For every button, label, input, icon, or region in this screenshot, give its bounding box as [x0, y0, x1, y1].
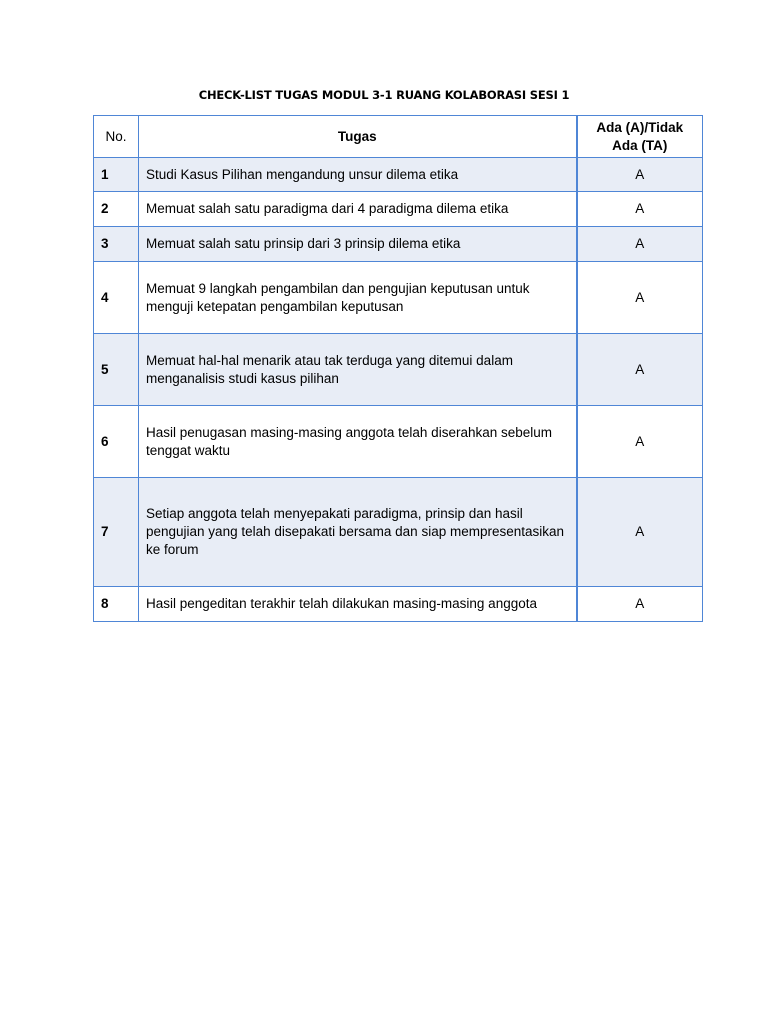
row-number: 6: [94, 406, 139, 478]
row-task: Hasil penugasan masing-masing anggota telah diserahkan sebelum tenggat waktu: [139, 406, 577, 478]
table-header-row: [94, 116, 703, 158]
table-row: [94, 587, 703, 622]
row-number: 5: [94, 334, 139, 406]
row-task: Memuat salah satu prinsip dari 3 prinsip dilema etika: [139, 227, 577, 262]
table-row: [94, 227, 703, 262]
row-task: Memuat salah satu paradigma dari 4 paradigma dilema etika: [139, 192, 577, 227]
row-number: 1: [94, 158, 139, 192]
column-header-status: Ada (A)/Tidak Ada (TA): [577, 116, 703, 158]
row-number: 4: [94, 262, 139, 334]
row-task: Memuat hal-hal menarik atau tak terduga yang ditemui dalam menganalisis studi kasus pilihan: [139, 334, 577, 406]
column-header-task: Tugas: [139, 116, 577, 158]
row-task: Studi Kasus Pilihan mengandung unsur dilema etika: [139, 158, 577, 192]
table-row: [94, 262, 703, 334]
row-number: 7: [94, 478, 139, 587]
table-row: [94, 192, 703, 227]
row-task: Hasil pengeditan terakhir telah dilakukan masing-masing anggota: [139, 587, 577, 622]
checklist-table: [93, 115, 703, 622]
table-row: [94, 478, 703, 587]
row-number: 3: [94, 227, 139, 262]
row-status: A: [577, 262, 703, 334]
page-title: CHECK-LIST TUGAS MODUL 3-1 RUANG KOLABORASI SESI 1: [198, 88, 570, 102]
row-status: A: [577, 406, 703, 478]
row-status: A: [577, 334, 703, 406]
row-task: Setiap anggota telah menyepakati paradigma, prinsip dan hasil pengujian yang telah disepakati bersama dan siap mempresentasikan ke forum: [139, 478, 577, 587]
row-task: Memuat 9 langkah pengambilan dan pengujian keputusan untuk menguji ketepatan pengambilan keputusan: [139, 262, 577, 334]
row-status: A: [577, 478, 703, 587]
table-row: [94, 334, 703, 406]
row-status: A: [577, 587, 703, 622]
table-row: [94, 158, 703, 192]
row-number: 8: [94, 587, 139, 622]
row-status: A: [577, 227, 703, 262]
table-row: [94, 406, 703, 478]
row-status: A: [577, 192, 703, 227]
row-number: 2: [94, 192, 139, 227]
column-header-no: No.: [94, 116, 139, 158]
row-status: A: [577, 158, 703, 192]
